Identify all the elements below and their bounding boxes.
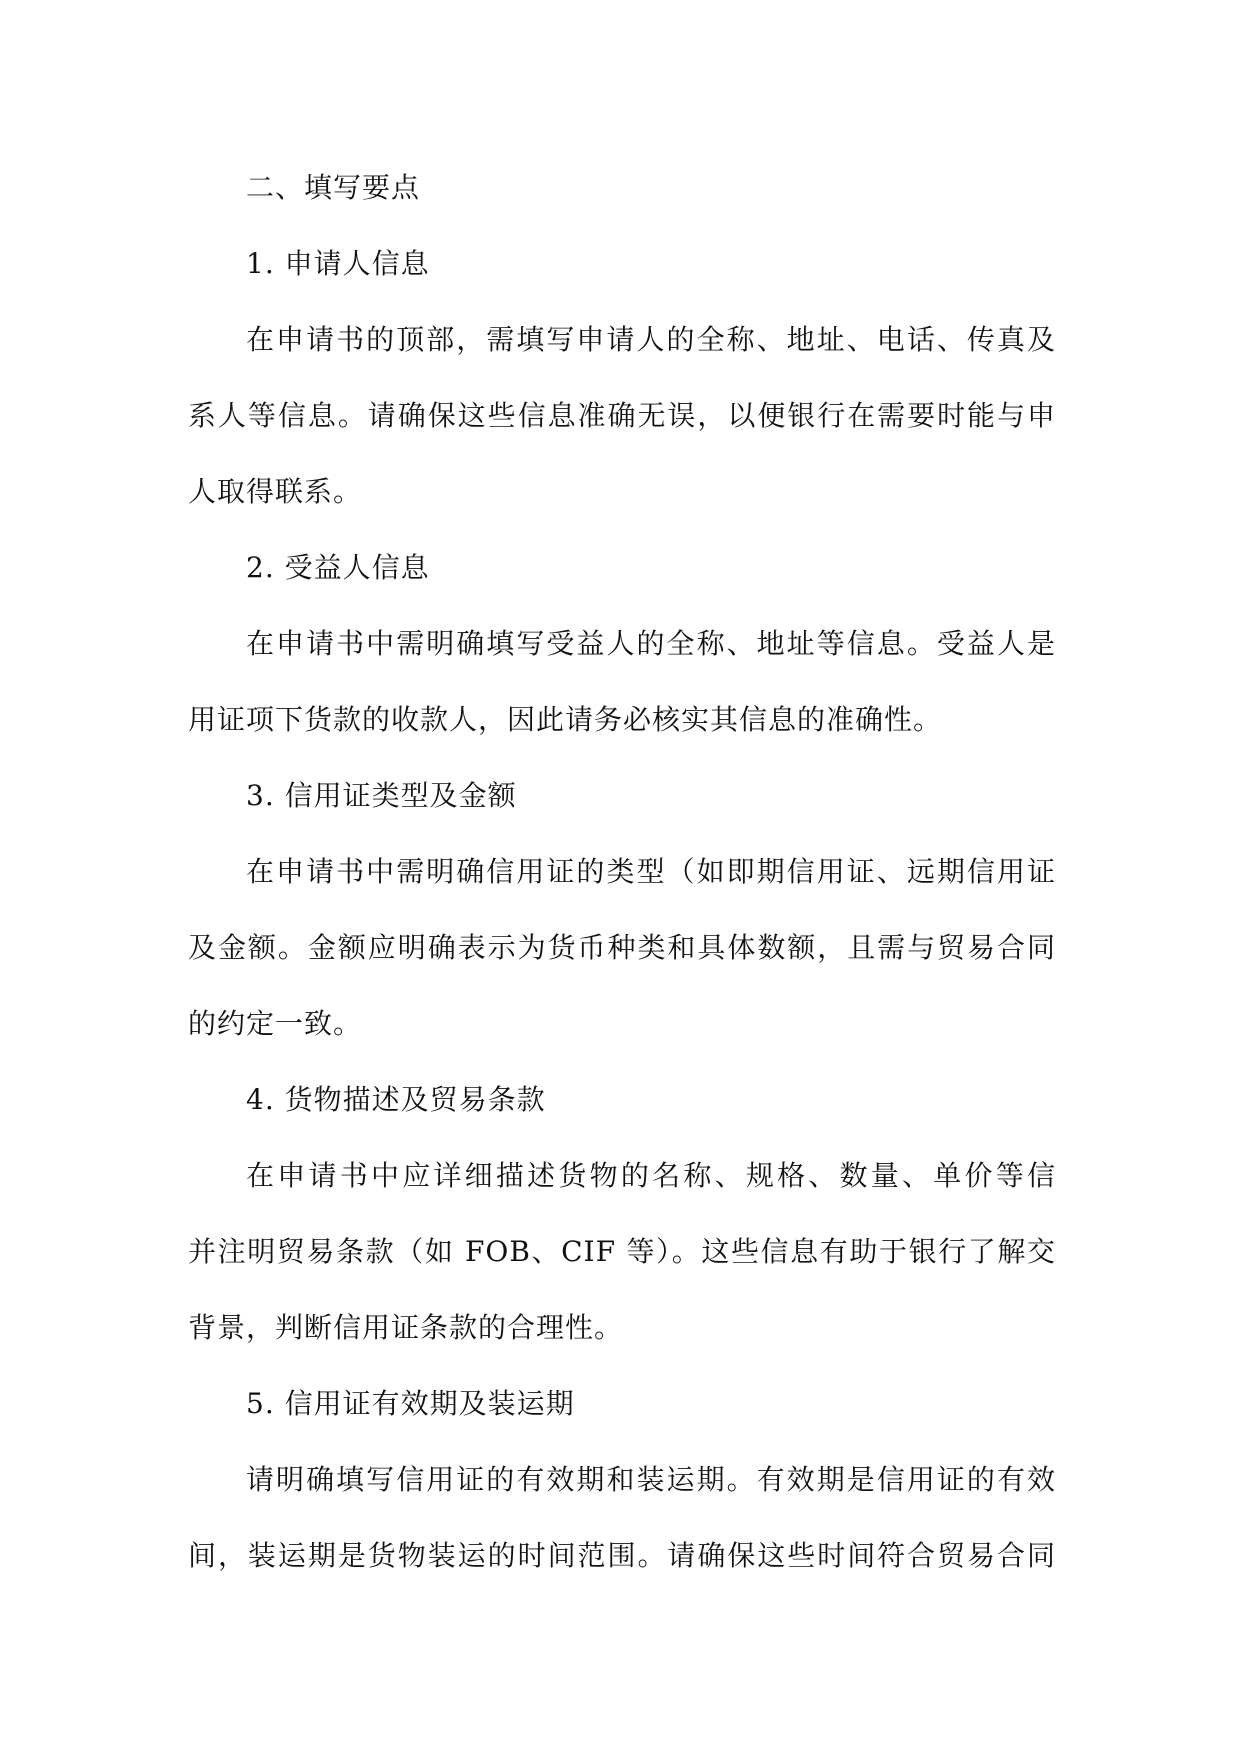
paragraph-line: 在申请书中应详细描述货物的名称、规格、数量、单价等信 (246, 1159, 1056, 1192)
paragraph-line: 人取得联系。 (188, 475, 363, 508)
item-heading: 5. 信用证有效期及装运期 (246, 1387, 575, 1420)
item-heading: 1. 申请人信息 (246, 247, 430, 280)
paragraph-line: 在申请书的顶部，需填写申请人的全称、地址、电话、传真及 (246, 323, 1056, 356)
paragraph (188, 1138, 1056, 1366)
paragraph-line: 的约定一致。 (188, 1007, 363, 1040)
paragraph-line: 在申请书中需明确信用证的类型（如即期信用证、远期信用证 (246, 855, 1056, 888)
item-heading: 2. 受益人信息 (246, 551, 430, 584)
paragraph (188, 1442, 1056, 1594)
paragraph-line: 背景，判断信用证条款的合理性。 (188, 1311, 624, 1344)
paragraph-line: 用证项下货款的收款人，因此请务必核实其信息的准确性。 (188, 703, 943, 736)
paragraph-line: 在申请书中需明确填写受益人的全称、地址等信息。受益人是 (246, 627, 1056, 660)
item-heading: 4. 货物描述及贸易条款 (246, 1083, 546, 1116)
section-title: 二、填写要点 (246, 171, 421, 204)
paragraph (188, 606, 1056, 758)
paragraph-line: 请明确填写信用证的有效期和装运期。有效期是信用证的有效 (246, 1463, 1056, 1496)
item-heading: 3. 信用证类型及金额 (246, 779, 517, 812)
paragraph (188, 302, 1056, 530)
paragraph-line: 及金额。金额应明确表示为货币种类和具体数额，且需与贸易合同 (188, 931, 1056, 964)
paragraph-line: 系人等信息。请确保这些信息准确无误，以便银行在需要时能与申 (188, 399, 1056, 432)
document-body (188, 150, 1056, 1594)
paragraph-line: 并注明贸易条款（如 FOB、CIF 等）。这些信息有助于银行了解交 (188, 1235, 1056, 1268)
paragraph (188, 834, 1056, 1062)
paragraph-line: 间，装运期是货物装运的时间范围。请确保这些时间符合贸易合同 (188, 1539, 1056, 1572)
